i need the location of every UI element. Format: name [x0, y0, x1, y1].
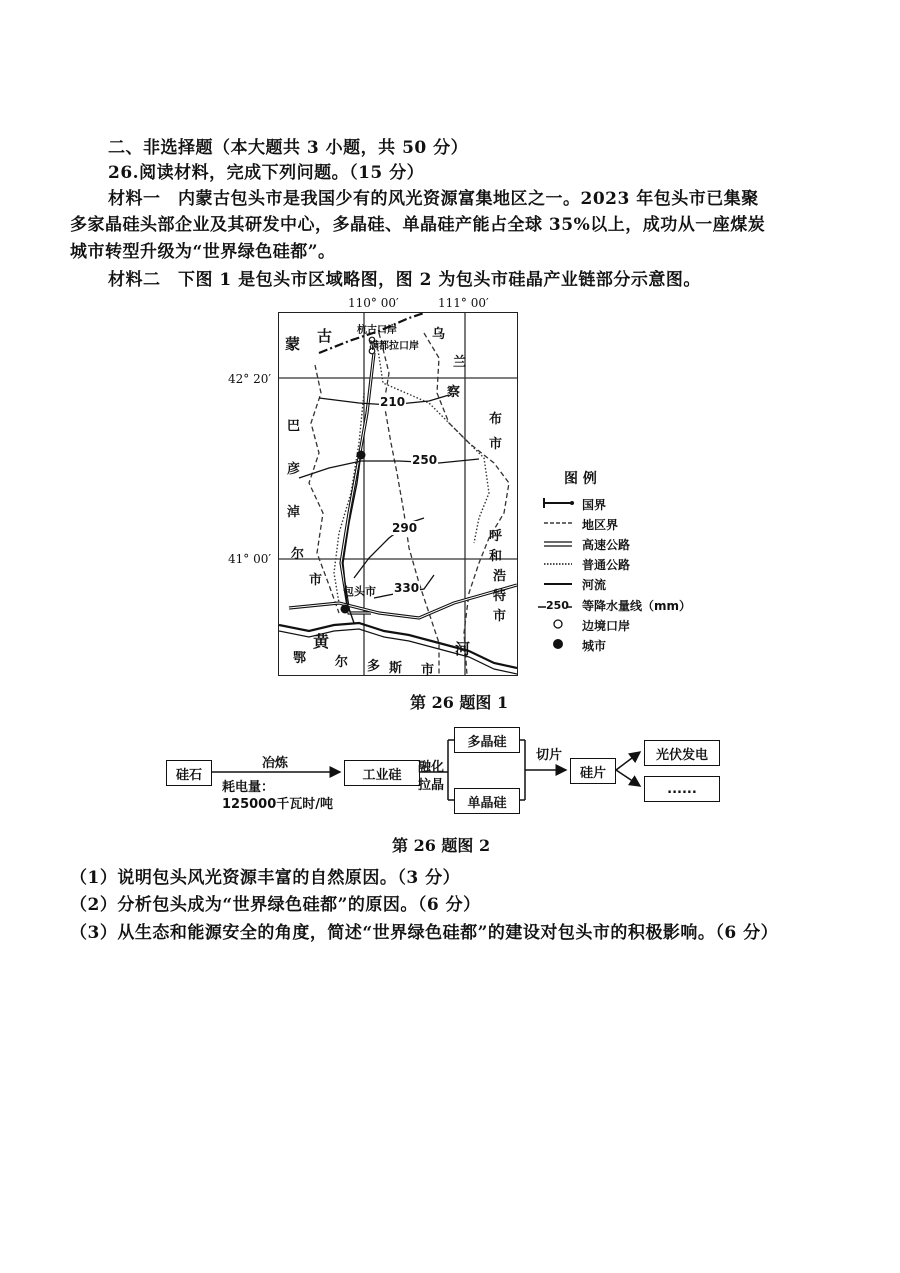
material1-line3: 城市转型升级为“世界绿色硅都”。 — [70, 242, 336, 262]
place-er-west: 尔 — [291, 547, 305, 562]
flow-label-cut: 切片 — [536, 748, 563, 763]
map-drawing — [279, 313, 517, 675]
isohyet-330: 330 — [394, 581, 420, 595]
place-ba: 巴 — [287, 419, 301, 434]
isohyet-250: 250 — [412, 453, 438, 467]
question-3: （3）从生态和能源安全的角度，简述“世界绿色硅都”的建设对包头市的积极影响。（6 分） — [70, 923, 779, 943]
section-heading: 二、非选择题（本大题共 3 小题，共 50 分） — [108, 138, 469, 158]
lon-label-111: 111° 00′ — [438, 296, 489, 310]
legend-item-district: 地区界 — [582, 518, 619, 532]
flow-box-monosilicon: 单晶硅 — [454, 788, 520, 814]
lat-label-4100: 41° 00′ — [228, 552, 272, 566]
legend-item-road: 普通公路 — [582, 558, 631, 572]
lon-label-110: 110° 00′ — [348, 296, 399, 310]
map-legend — [538, 468, 718, 658]
place-duo: 多 — [367, 659, 381, 674]
place-e: 鄂 — [293, 651, 307, 666]
flow-box-pv: 光伏发电 — [644, 740, 720, 766]
material1-line2: 多家晶硅头部企业及其研发中心，多晶硅、单晶硅产能占全球 35%以上，成功从一座煤炭 — [70, 215, 766, 235]
flow-label-power-value: 125000千瓦时/吨 — [222, 797, 334, 812]
region-map — [278, 312, 518, 676]
place-he: 和 — [489, 549, 503, 564]
flow-label-power: 耗电量： — [222, 780, 275, 795]
place-cha: 察 — [447, 385, 461, 400]
legend-title: 图 例 — [564, 471, 597, 487]
place-bu: 布 — [489, 412, 503, 427]
place-lan: 兰 — [453, 355, 467, 370]
place-nao: 淖 — [287, 505, 301, 520]
flow-box-wafer: 硅片 — [570, 758, 616, 784]
flow-box-etc: ...... — [644, 776, 720, 802]
flow-label-smelt: 冶炼 — [262, 756, 289, 771]
flow-box-industrial-silicon: 工业硅 — [344, 760, 420, 786]
place-shi-south: 市 — [421, 663, 435, 678]
place-yan: 彦 — [287, 462, 301, 477]
place-huang: 黄 — [313, 632, 330, 651]
figure1-caption: 第 26 题图 1 — [410, 693, 509, 712]
question-title: 26.阅读材料，完成下列问题。（15 分） — [108, 163, 425, 183]
port-hanggu: 杭古口岸 — [357, 325, 397, 336]
place-te: 特 — [493, 589, 507, 604]
flow-arrows — [0, 718, 900, 838]
flow-label-crystal: 拉晶 — [418, 778, 445, 793]
isohyet-290: 290 — [392, 521, 418, 535]
flow-box-silica: 硅石 — [166, 760, 212, 786]
place-river-he: 河 — [455, 640, 471, 658]
legend-item-highway: 高速公路 — [582, 538, 631, 552]
place-shi-east: 市 — [489, 437, 503, 452]
legend-item-port: 边境口岸 — [582, 619, 631, 633]
legend-item-border: 国界 — [582, 498, 607, 512]
place-wu: 乌 — [432, 327, 446, 342]
place-gu: 古 — [317, 327, 333, 345]
city-baotou: 包头市 — [343, 585, 376, 598]
flow-label-melt: 融化 — [418, 760, 445, 775]
place-shi-west: 市 — [309, 573, 323, 588]
question-2: （2）分析包头成为“世界绿色硅都”的原因。（6 分） — [70, 895, 481, 915]
legend-isohyet-sample: 250 — [546, 599, 569, 612]
flow-box-polysilicon: 多晶硅 — [454, 727, 520, 753]
isohyet-210: 210 — [380, 395, 406, 409]
port-mandula: 满都拉口岸 — [369, 341, 419, 352]
lat-label-4220: 42° 20′ — [228, 372, 272, 386]
place-er-south: 尔 — [335, 655, 349, 670]
material1-line1: 材料一 内蒙古包头市是我国少有的风光资源富集地区之一。2023 年包头市已集聚 — [108, 189, 759, 209]
place-si: 斯 — [389, 661, 403, 676]
legend-item-river: 河流 — [582, 578, 607, 592]
material2-line: 材料二 下图 1 是包头市区域略图，图 2 为包头市硅晶产业链部分示意图。 — [108, 270, 701, 290]
place-hao: 浩 — [493, 569, 507, 584]
question-1: （1）说明包头风光资源丰富的自然原因。（3 分） — [70, 868, 461, 888]
place-meng: 蒙 — [285, 335, 301, 353]
legend-item-isohyet: 等降水量线（mm） — [582, 599, 692, 613]
place-shi-hhht: 市 — [493, 609, 507, 624]
figure2-caption: 第 26 题图 2 — [392, 836, 491, 855]
legend-item-city: 城市 — [582, 639, 607, 653]
place-hu: 呼 — [489, 529, 503, 544]
